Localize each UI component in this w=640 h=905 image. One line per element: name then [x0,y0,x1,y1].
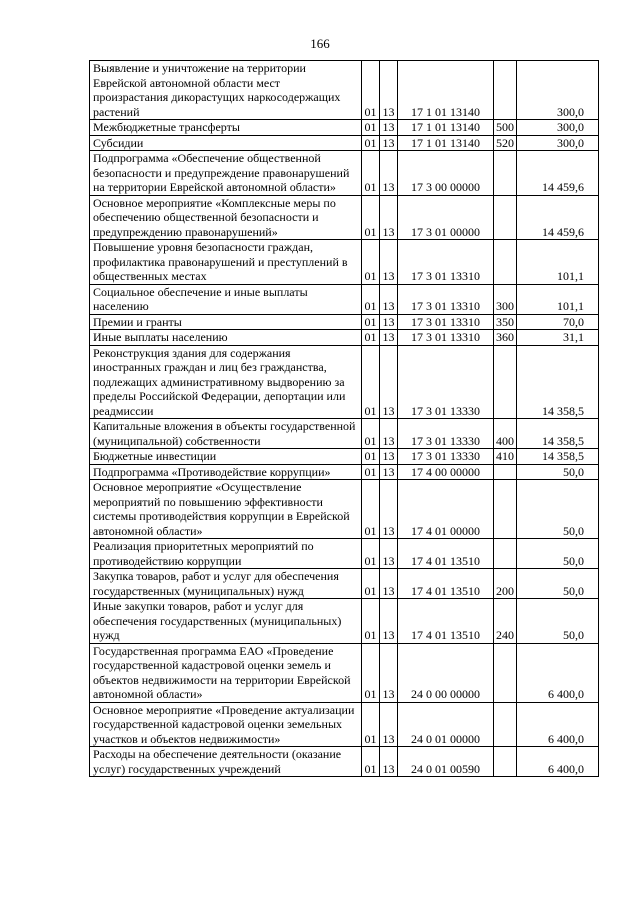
section-code: 01 [362,195,380,240]
expense-kind-code [494,747,517,777]
row-name: Иные закупки товаров, работ и услуг для обеспечения государственных (муниципальных) нужд [90,599,362,644]
row-name: Повышение уровня безопасности граждан, профилактика правонарушений и преступлений в общественных местах [90,240,362,285]
row-name: Премии и гранты [90,314,362,330]
target-article-code: 17 3 01 00000 [398,195,494,240]
section-code: 01 [362,569,380,599]
section-code: 01 [362,464,380,480]
subsection-code: 13 [380,539,398,569]
section-code: 01 [362,151,380,196]
amount: 14 358,5 [517,449,599,465]
table-row [90,61,599,120]
subsection-code: 13 [380,419,398,449]
row-name: Подпрограмма «Обеспечение общественной безопасности и предупреждение правонарушений на территории Еврейской автономной области» [90,151,362,196]
target-article-code: 17 3 00 00000 [398,151,494,196]
expense-kind-code [494,345,517,419]
amount: 50,0 [517,539,599,569]
target-article-code: 17 3 01 13310 [398,284,494,314]
table-row [90,330,599,346]
expense-kind-code: 500 [494,120,517,136]
subsection-code: 13 [380,747,398,777]
section-code: 01 [362,135,380,151]
amount: 50,0 [517,464,599,480]
amount: 70,0 [517,314,599,330]
row-name: Основное мероприятие «Осуществление мероприятий по повышению эффективности системы противодействия коррупции в Еврейской автономной области» [90,480,362,539]
table-row [90,449,599,465]
table-row [90,599,599,644]
section-code: 01 [362,120,380,136]
expense-kind-code: 350 [494,314,517,330]
amount: 14 358,5 [517,419,599,449]
amount: 14 459,6 [517,195,599,240]
subsection-code: 13 [380,195,398,240]
section-code: 01 [362,240,380,285]
amount: 50,0 [517,569,599,599]
section-code: 01 [362,330,380,346]
expense-kind-code [494,702,517,747]
row-name: Закупка товаров, работ и услуг для обеспечения государственных (муниципальных) нужд [90,569,362,599]
target-article-code: 17 4 01 13510 [398,539,494,569]
amount: 14 358,5 [517,345,599,419]
row-name: Выявление и уничтожение на территории Еврейской автономной области мест произрастания дикорастущих наркосодержащих растений [90,61,362,120]
section-code: 01 [362,539,380,569]
section-code: 01 [362,449,380,465]
table-row [90,240,599,285]
expense-kind-code: 360 [494,330,517,346]
row-name: Государственная программа ЕАО «Проведение государственной кадастровой оценки земель и объектов недвижимости на территории Еврейской автономной области» [90,643,362,702]
section-code: 01 [362,419,380,449]
expense-kind-code [494,61,517,120]
target-article-code: 17 1 01 13140 [398,120,494,136]
target-article-code: 17 3 01 13310 [398,314,494,330]
target-article-code: 17 4 00 00000 [398,464,494,480]
subsection-code: 13 [380,702,398,747]
target-article-code: 24 0 00 00000 [398,643,494,702]
subsection-code: 13 [380,480,398,539]
amount: 101,1 [517,240,599,285]
expense-kind-code: 200 [494,569,517,599]
expense-kind-code: 520 [494,135,517,151]
target-article-code: 17 3 01 13310 [398,240,494,285]
row-name: Капитальные вложения в объекты государственной (муниципальной) собственности [90,419,362,449]
row-name: Основное мероприятие «Комплексные меры по обеспечению общественной безопасности и предупреждению правонарушений» [90,195,362,240]
expense-kind-code: 400 [494,419,517,449]
table-row [90,480,599,539]
amount: 31,1 [517,330,599,346]
table-row [90,345,599,419]
budget-table [89,60,599,777]
subsection-code: 13 [380,464,398,480]
section-code: 01 [362,284,380,314]
amount: 50,0 [517,480,599,539]
target-article-code: 17 3 01 13330 [398,345,494,419]
row-name: Расходы на обеспечение деятельности (оказание услуг) государственных учреждений [90,747,362,777]
amount: 14 459,6 [517,151,599,196]
table-row [90,464,599,480]
section-code: 01 [362,61,380,120]
expense-kind-code: 300 [494,284,517,314]
subsection-code: 13 [380,330,398,346]
table-row [90,314,599,330]
amount: 6 400,0 [517,702,599,747]
row-name: Подпрограмма «Противодействие коррупции» [90,464,362,480]
target-article-code: 17 1 01 13140 [398,61,494,120]
expense-kind-code: 240 [494,599,517,644]
section-code: 01 [362,314,380,330]
table-row [90,195,599,240]
table-row [90,120,599,136]
table-row [90,702,599,747]
amount: 300,0 [517,61,599,120]
target-article-code: 17 3 01 13310 [398,330,494,346]
subsection-code: 13 [380,599,398,644]
row-name: Субсидии [90,135,362,151]
row-name: Межбюджетные трансферты [90,120,362,136]
section-code: 01 [362,599,380,644]
section-code: 01 [362,480,380,539]
target-article-code: 17 3 01 13330 [398,449,494,465]
expense-kind-code [494,240,517,285]
section-code: 01 [362,747,380,777]
target-article-code: 17 4 01 13510 [398,569,494,599]
subsection-code: 13 [380,643,398,702]
subsection-code: 13 [380,449,398,465]
table-row [90,419,599,449]
target-article-code: 17 4 01 00000 [398,480,494,539]
amount: 6 400,0 [517,747,599,777]
subsection-code: 13 [380,569,398,599]
section-code: 01 [362,345,380,419]
amount: 50,0 [517,599,599,644]
row-name: Реализация приоритетных мероприятий по противодействию коррупции [90,539,362,569]
subsection-code: 13 [380,135,398,151]
row-name: Основное мероприятие «Проведение актуализации государственной кадастровой оценки земельных участков и объектов недвижимости» [90,702,362,747]
section-code: 01 [362,643,380,702]
table-row [90,539,599,569]
subsection-code: 13 [380,240,398,285]
expense-kind-code [494,464,517,480]
row-name: Реконструкция здания для содержания иностранных граждан и лиц без гражданства, подлежащих административному выдворению за пределы Российской Федерации, депортации или реадмиссии [90,345,362,419]
table-row [90,151,599,196]
target-article-code: 24 0 01 00000 [398,702,494,747]
table-row [90,643,599,702]
target-article-code: 17 4 01 13510 [398,599,494,644]
expense-kind-code [494,643,517,702]
table-row [90,747,599,777]
table-row [90,284,599,314]
row-name: Бюджетные инвестиции [90,449,362,465]
expense-kind-code [494,195,517,240]
target-article-code: 24 0 01 00590 [398,747,494,777]
subsection-code: 13 [380,120,398,136]
section-code: 01 [362,702,380,747]
subsection-code: 13 [380,314,398,330]
target-article-code: 17 3 01 13330 [398,419,494,449]
amount: 300,0 [517,120,599,136]
expense-kind-code [494,480,517,539]
amount: 6 400,0 [517,643,599,702]
expense-kind-code [494,539,517,569]
amount: 300,0 [517,135,599,151]
subsection-code: 13 [380,61,398,120]
expense-kind-code: 410 [494,449,517,465]
row-name: Иные выплаты населению [90,330,362,346]
amount: 101,1 [517,284,599,314]
page-number: 166 [310,36,330,51]
row-name: Социальное обеспечение и иные выплаты населению [90,284,362,314]
target-article-code: 17 1 01 13140 [398,135,494,151]
subsection-code: 13 [380,284,398,314]
table-row [90,569,599,599]
expense-kind-code [494,151,517,196]
subsection-code: 13 [380,345,398,419]
subsection-code: 13 [380,151,398,196]
table-row [90,135,599,151]
